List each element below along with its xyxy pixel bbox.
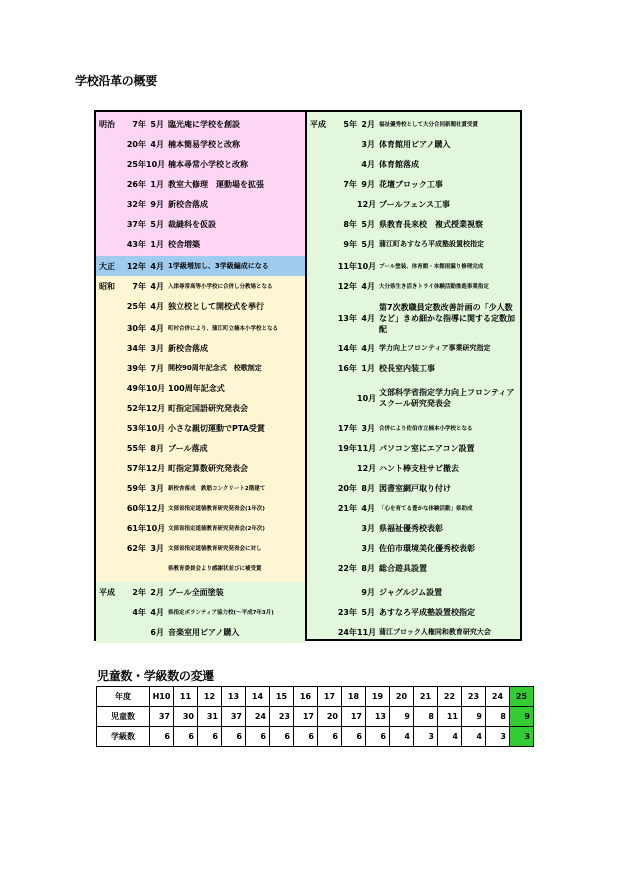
history-row [96,478,305,498]
history-ev: 総合遊具設置 [379,563,427,573]
history-row [307,214,520,234]
history-mo: 8月 [361,563,375,573]
history-mo: 2月 [361,119,375,129]
history-ev: 入津尋常高等小学校に合併し分教場となる [168,284,273,290]
history-era: 大正 [99,261,115,271]
history-ev: 学力向上フロンティア事業研究指定 [379,344,491,352]
history-mo: 9月 [150,199,164,209]
students-cell: 17 [342,707,366,727]
students-cell: 9 [462,707,486,727]
history-yr: 62年 [126,543,146,553]
history-yr: 24年 [337,627,357,637]
history-mo: 9月 [361,587,375,597]
history-mo: 4月 [361,281,375,291]
history-row [307,518,520,538]
history-row [307,558,520,578]
history-ev: 県指定ボランティア協力校(～平成7年3月) [168,610,274,616]
year-cell: 19 [366,687,390,707]
classes-cell: 4 [390,727,414,747]
row-label: 年度 [97,687,150,707]
history-yr: 39年 [126,363,146,373]
history-ev: 文部省指定道徳教育研究発表会に対し [168,546,262,552]
history-yr: 20年 [337,483,357,493]
history-yr: 49年 [126,383,146,393]
history-yr: 7年 [343,179,357,189]
history-mo: 12月 [357,199,377,209]
history-row [96,602,305,622]
history-yr: 57年 [126,463,146,473]
year-row [97,687,534,707]
history-ev: 新校舎落成 [168,199,208,209]
year-cell: 21 [414,687,438,707]
history-row [96,518,305,538]
history-mo: 3月 [150,343,164,353]
history-yr: 25年 [126,301,146,311]
history-row [96,318,305,338]
history-ev: 町指定算数研究発表会 [168,463,248,473]
history-row [96,154,305,174]
history-yr: 17年 [337,423,357,433]
students-cell: 9 [510,707,534,727]
classes-cell: 6 [198,727,222,747]
history-ev: プール塗装、体育館・本館雨漏り修理完成 [379,264,484,270]
history-yr: 26年 [126,179,146,189]
history-row [307,276,520,296]
history-ev: 体育館落成 [379,159,419,169]
history-yr: 12年 [126,261,146,271]
history-yr: 12年 [337,281,357,291]
history-row [96,114,305,134]
history-row [307,378,520,418]
history-ev: 蒲江ブロック人権同和教育研究大会 [379,628,491,636]
classes-cell: 6 [270,727,294,747]
history-ev: 合併により佐伯市立楠本小学校となる [379,426,473,432]
history-yr: 32年 [126,199,146,209]
counts-table [96,686,534,747]
history-yr: 2年 [132,587,146,597]
history-ev: 県教育長来校 複式授業視察 [379,219,483,229]
history-row [307,418,520,438]
history-row [307,498,520,518]
history-ev: 楠本尋常小学校と改称 [168,159,248,169]
year-cell: 22 [438,687,462,707]
history-row [307,458,520,478]
history-row [96,418,305,438]
history-era: 平成 [99,587,115,597]
history-mo: 4月 [361,503,375,513]
history-yr: 9年 [343,239,357,249]
history-mo: 3月 [361,423,375,433]
classes-cell: 4 [438,727,462,747]
history-row [307,298,520,338]
history-yr: 13年 [337,313,357,323]
history-row [96,276,305,296]
history-ev: 100周年記念式 [168,383,225,393]
students-cell: 31 [198,707,222,727]
history-row [96,458,305,478]
history-mo: 3月 [361,523,375,533]
history-mo: 12月 [146,503,166,513]
classes-cell: 3 [486,727,510,747]
history-mo: 10月 [146,383,166,393]
classes-cell: 6 [150,727,174,747]
history-mo: 4月 [150,323,164,333]
history-yr: 37年 [126,219,146,229]
year-cell: 16 [294,687,318,707]
history-row [96,498,305,518]
history-ev: 新校舎落成 [168,343,208,353]
history-row [96,438,305,458]
history-yr: 60年 [126,503,146,513]
history-mo: 2月 [150,587,164,597]
history-yr: 59年 [126,483,146,493]
history-ev: 音楽室用ピアノ購入 [168,627,240,637]
history-row [96,582,305,602]
history-mo: 8月 [150,443,164,453]
history-row [307,194,520,214]
students-row [97,707,534,727]
history-mo: 4月 [150,139,164,149]
year-cell: 12 [198,687,222,707]
history-ev: 町村合併により、蒲江町立楠本小学校となる [168,326,279,332]
history-yr: 4年 [132,607,146,617]
history-ev: 花壇ブロック工事 [379,179,443,189]
history-mo: 3月 [150,483,164,493]
history-ev: 第7次教職員定数改善計画の「少人数など」きめ細かな指導に関する定数加配 [379,302,515,334]
history-ev: プール全面塗装 [168,587,224,597]
students-cell: 30 [174,707,198,727]
history-mo: 12月 [146,403,166,413]
history-row [96,194,305,214]
history-yr: 19年 [337,443,357,453]
history-mo: 9月 [361,179,375,189]
history-yr: 25年 [126,159,146,169]
history-yr: 43年 [126,239,146,249]
history-ev: 蒲江町あすなろ平成塾設置校指定 [379,240,484,248]
history-row [96,338,305,358]
history-yr: 8年 [343,219,357,229]
history-title: 学校沿革の概要 [75,74,157,88]
history-ev: パソコン室にエアコン設置 [379,443,475,453]
history-mo: 3月 [361,139,375,149]
history-row [307,134,520,154]
classes-cell: 3 [510,727,534,747]
history-ev: 校舎増築 [168,239,200,249]
history-yr: 7年 [132,281,146,291]
history-mo: 12月 [146,463,166,473]
year-cell: 24 [486,687,510,707]
history-row [307,438,520,458]
history-yr: 20年 [126,139,146,149]
year-cell: 14 [246,687,270,707]
history-mo: 10月 [146,159,166,169]
history-ev: 図書室網戸取り付け [379,483,451,493]
history-mo: 1月 [361,363,375,373]
history-mo: 7月 [150,363,164,373]
history-ev: 福祉優秀校として大分合同新聞社賞受賞 [379,122,479,128]
history-ev: ジャグルジム設置 [379,587,443,597]
history-yr: 55年 [126,443,146,453]
history-mo: 11月 [357,443,377,453]
history-ev: 県教育委員会より感謝状並びに補受賞 [168,566,262,572]
history-mo: 11月 [357,627,377,637]
history-yr: 53年 [126,423,146,433]
history-row [307,154,520,174]
history-row [96,558,305,578]
history-mo: 10月 [146,523,166,533]
year-cell: 17 [318,687,342,707]
classes-cell: 6 [174,727,198,747]
history-mo: 6月 [150,627,164,637]
history-row [307,256,520,276]
students-cell: 11 [438,707,462,727]
classes-cell: 6 [342,727,366,747]
history-table [94,110,522,641]
history-ev: 小さな親切運動でPTA受賞 [168,423,265,433]
history-yr: 22年 [337,563,357,573]
history-yr: 61年 [126,523,146,533]
students-cell: 37 [222,707,246,727]
history-mo: 1月 [150,239,164,249]
history-row [307,174,520,194]
history-ev: 県福祉優秀校表彰 [379,523,443,533]
classes-cell: 6 [318,727,342,747]
history-mo: 5月 [150,219,164,229]
students-cell: 20 [318,707,342,727]
history-row [96,358,305,378]
history-mo: 5月 [361,607,375,617]
history-mo: 12月 [357,463,377,473]
history-mo: 4月 [150,281,164,291]
history-row [307,538,520,558]
history-ev: 大分県生き活きトライ体験活動推進事業指定 [379,284,489,290]
history-row [307,582,520,602]
history-ev: プール落成 [168,443,208,453]
history-ev: 臨光庵に学校を創設 [168,119,240,129]
history-row [96,214,305,234]
history-row [96,134,305,154]
students-cell: 24 [246,707,270,727]
history-row [307,358,520,378]
year-cell: 18 [342,687,366,707]
history-mo: 3月 [361,543,375,553]
students-cell: 17 [294,707,318,727]
students-cell: 8 [414,707,438,727]
history-mo: 10月 [146,423,166,433]
history-ev: あすなろ平成塾設置校指定 [379,607,475,617]
students-cell: 37 [150,707,174,727]
students-cell: 23 [270,707,294,727]
history-ev: 開校90周年記念式 校歌制定 [168,364,262,372]
history-ev: プールフェンス工事 [379,199,450,209]
history-row [96,174,305,194]
history-row [307,234,520,254]
history-yr: 30年 [126,323,146,333]
history-mo: 1月 [150,179,164,189]
history-mo: 4月 [150,261,164,271]
history-ev: 文部科学省指定学力向上フロンティアスクール研究発表会 [379,388,515,408]
history-era: 明治 [99,119,115,129]
history-mo: 4月 [361,313,375,323]
year-cell: 25 [510,687,534,707]
classes-cell: 6 [366,727,390,747]
history-mo: 5月 [150,119,164,129]
history-yr: 5年 [343,119,357,129]
history-mo: 10月 [357,261,377,271]
history-ev: 教室大修理 運動場を拡張 [168,179,264,189]
history-ev: ハント棒支柱サビ撤去 [379,463,459,473]
history-row [96,234,305,254]
year-cell: 20 [390,687,414,707]
classes-cell: 6 [222,727,246,747]
year-cell: 11 [174,687,198,707]
history-mo: 5月 [361,239,375,249]
history-yr: 23年 [337,607,357,617]
history-row [307,114,520,134]
history-row [96,256,305,276]
history-ev: 文部省指定道徳教育研究発表会(2年次) [168,526,265,532]
classes-cell: 3 [414,727,438,747]
classes-cell: 6 [246,727,270,747]
history-mo: 4月 [150,607,164,617]
history-row [307,622,520,642]
year-cell: H10 [150,687,174,707]
row-label: 学級数 [97,727,150,747]
history-ev: 体育館用ピアノ購入 [379,139,451,149]
history-yr: 14年 [337,343,357,353]
history-mo: 5月 [361,219,375,229]
history-ev: 校長室内装工事 [379,363,435,373]
history-era: 昭和 [99,281,115,291]
history-row [307,478,520,498]
history-ev: 楠本簡易学校と改称 [168,139,240,149]
history-ev: 「心を育てる豊かな体験活動」県助成 [379,506,473,512]
counts-title: 児童数・学級数の変遷 [97,669,215,683]
history-ev: 裁縫科を仮設 [168,219,216,229]
history-yr: 21年 [337,503,357,513]
history-ev: 文部省指定道徳教育研究発表会(1年次) [168,506,265,512]
history-yr: 11年 [337,261,357,271]
history-ev: 佐伯市環境美化優秀校表彰 [379,543,475,553]
history-row [96,538,305,558]
history-yr: 34年 [126,343,146,353]
history-mo: 3月 [150,543,164,553]
history-ev: 町指定国語研究発表会 [168,403,248,413]
students-cell: 9 [390,707,414,727]
history-ev: 1学級増加し、3学級編成になる [168,262,269,270]
history-mo: 4月 [150,301,164,311]
history-mo: 4月 [361,159,375,169]
history-mo: 8月 [361,483,375,493]
history-row [96,622,305,642]
classes-cell: 4 [462,727,486,747]
history-yr: 16年 [337,363,357,373]
history-row [96,378,305,398]
history-era: 平成 [310,119,326,129]
history-mo: 10月 [357,393,377,403]
classes-row [97,727,534,747]
history-ev: 新校舎落成 鉄筋コンクリート2階建て [168,486,266,492]
year-cell: 23 [462,687,486,707]
history-yr: 52年 [126,403,146,413]
history-row [307,338,520,358]
history-left-column [96,112,307,639]
classes-cell: 6 [294,727,318,747]
history-row [96,398,305,418]
students-cell: 8 [486,707,510,727]
students-cell: 13 [366,707,390,727]
history-row [96,296,305,316]
history-ev: 独立校として開校式を挙行 [168,301,264,311]
history-right-column [307,112,520,639]
year-cell: 13 [222,687,246,707]
history-row [307,602,520,622]
history-mo: 4月 [361,343,375,353]
row-label: 児童数 [97,707,150,727]
history-yr: 7年 [132,119,146,129]
year-cell: 15 [270,687,294,707]
